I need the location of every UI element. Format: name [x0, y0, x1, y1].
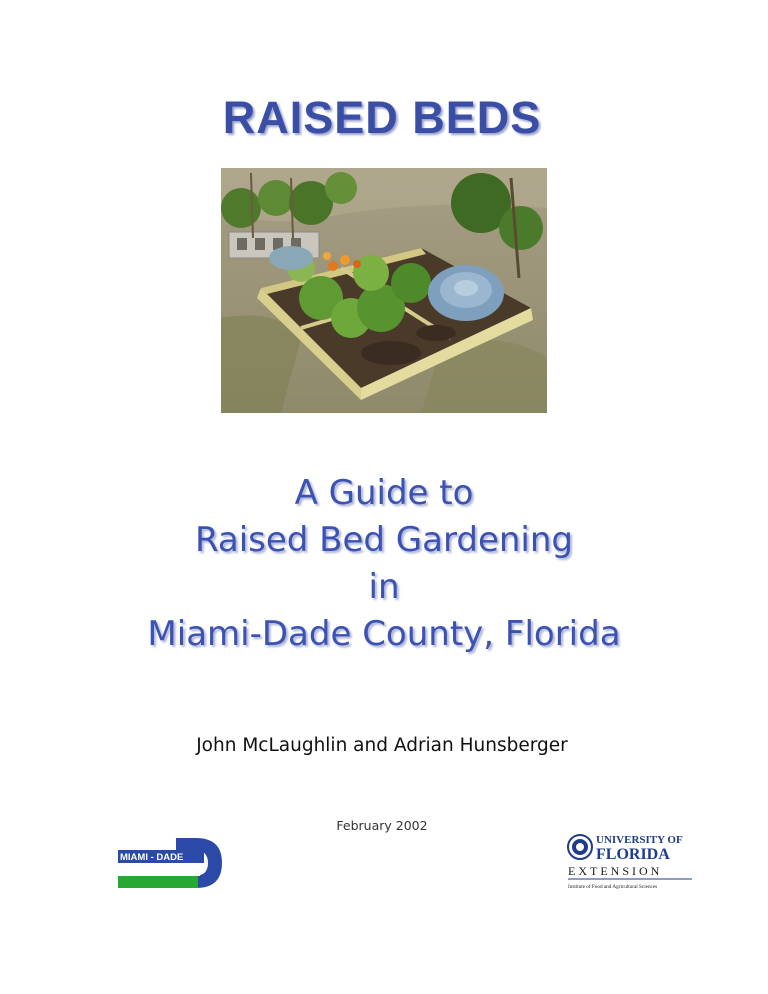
miami-dade-logo [118, 836, 226, 890]
publication-date: February 2002 [336, 818, 428, 833]
uf-logo-line-1: UNIVERSITY OF [596, 834, 683, 846]
subtitle-line-3: in [368, 567, 400, 607]
uf-logo-line-3: EXTENSION [568, 864, 663, 878]
miami-dade-logo-text: MIAMI - DADE [120, 852, 184, 863]
authors: John McLaughlin and Adrian Hunsberger [196, 735, 568, 756]
subtitle-line-4: Miami-Dade County, Florida [147, 614, 621, 654]
uf-extension-logo [566, 832, 696, 892]
subtitle-line-1: A Guide to [294, 473, 474, 513]
raised-bed-photo [221, 168, 547, 413]
subtitle-line-2: Raised Bed Gardening [194, 520, 573, 560]
uf-logo-line-4: Institute of Food and Agricultural Sciences [568, 884, 658, 890]
page-title: RAISED BEDS [222, 92, 542, 143]
guide-subtitle [0, 470, 768, 658]
uf-logo-line-2: FLORIDA [596, 846, 670, 863]
